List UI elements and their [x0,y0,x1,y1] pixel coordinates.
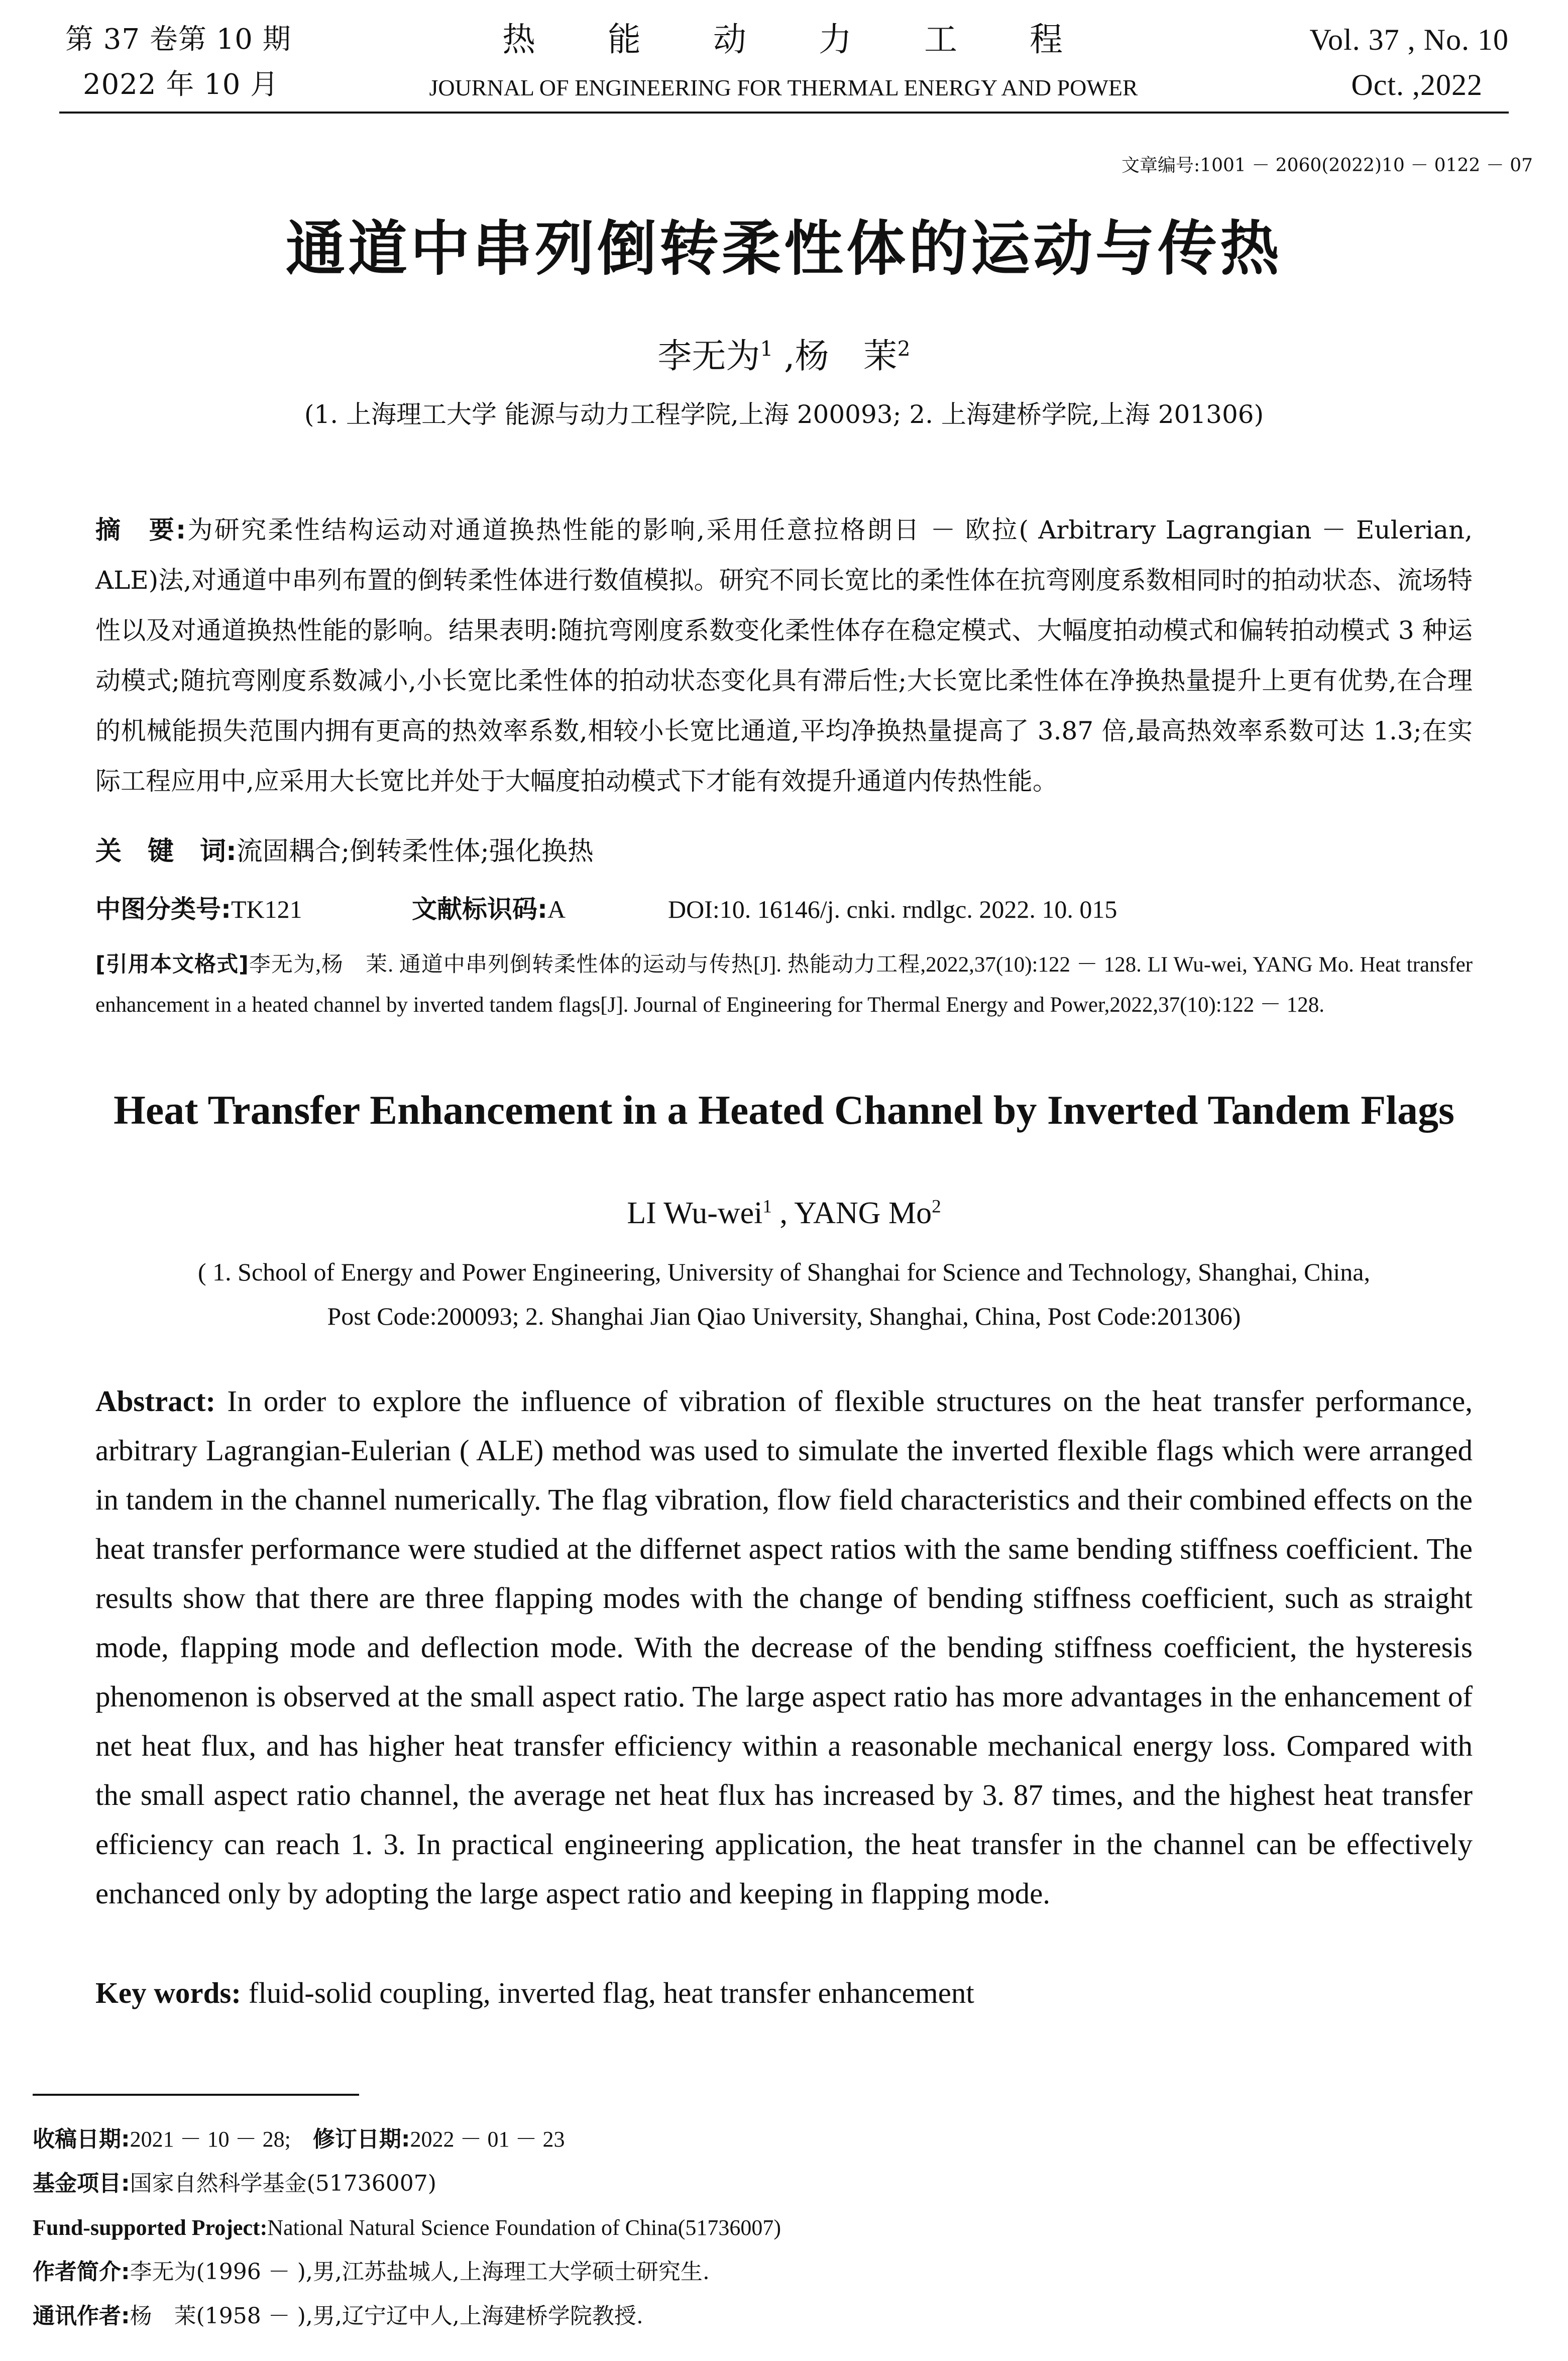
footnote-corresponding-author [33,2294,1539,2338]
author-1-cn: 李无为 [657,337,760,376]
footnotes [33,2117,1539,2338]
authors-cn [0,334,1568,379]
volume-en: Vol. 37 , No. 10 [1309,23,1509,56]
revised-label: 修订日期: [312,2126,410,2152]
footnote-rule [33,2094,359,2096]
article-number: 文章编号:1001 － 2060(2022)10 － 0122 － 07 [1122,155,1533,176]
revised-date: 2022 － 01 － 23 [410,2127,565,2152]
issue-date-cn: 2022 年 10 月 [83,68,279,101]
received-label: 收稿日期: [33,2126,130,2152]
title-en: Heat Transfer Enhancement in a Heated Channel by Inverted Tandem Flags [114,1087,1454,1133]
corresponding-text: 杨 茉(1958 － ),男,辽宁辽中人,上海建桥学院教授. [130,2303,643,2329]
clc-value: TK121 [231,895,302,923]
author-2-en-affil-mark: 2 [932,1196,941,1217]
abstract-en-text: In order to explore the influence of vibration of flexible structures on the heat transfer performance, arbitrary Lagrangian-Eulerian ( ALE) method was used to simulate the inverted flexible flags which were arranged in tandem in the channel numerically. The flag vibration, flow field characteristics and their combined effects on the heat transfer performance were studied at the differnet aspect ratios with the same bending stiffness coefficient. The results show that there are three flapping modes with the change of bending stiffness coefficient, such as straight mode, flapping mode and deflection mode. With the decrease of the bending stiffness coefficient, the hysteresis phenomenon is observed at the small aspect ratio. The large aspect ratio has more advantages in the enhancement of net heat flux, and has higher heat transfer efficiency within a reasonable mechanical energy loss. Compared with the small aspect ratio channel, the average net heat flux has increased by 3. 87 times, and the highest heat transfer efficiency can reach 1. 3. In practical engineering application, the heat transfer in the channel can be effectively enchanced only by adopting the large aspect ratio and keeping in flapping mode. [95,1384,1473,1910]
author-2-affil-mark: 2 [897,337,911,361]
doc-code-field [412,889,668,929]
author-2-en: YANG Mo [794,1196,932,1230]
classification-row [95,889,1473,929]
received-date: 2021 － 10 － 28; [130,2127,291,2152]
footnote-fund-cn [33,2162,1539,2206]
keywords-cn-text: 流固耦合;倒转柔性体;强化换热 [236,836,594,867]
keywords-en-text: fluid-solid coupling, inverted flag, heat transfer enhancement [241,1976,974,2009]
keywords-cn [95,829,1473,874]
affiliations-en-line-2: Post Code:200093; 2. Shanghai Jian Qiao University, Shanghai, China, Post Code:201306) [327,1302,1241,1330]
author-2-cn: 杨 茉 [795,337,898,376]
doc-code-value: A [547,895,566,923]
affiliations-en-line-1: ( 1. School of Energy and Power Engineering, University of Shanghai for Science and Technology, Shanghai, China, [198,1258,1370,1286]
keywords-en [95,1968,1473,2017]
bio-text: 李无为(1996 － ),男,江苏盐城人,上海理工大学硕士研究生. [130,2259,710,2285]
clc-label: 中图分类号: [95,895,231,924]
clc-field [95,889,412,929]
author-1-en: LI Wu-wei [627,1196,763,1230]
fund-label: 基金项目: [33,2171,130,2196]
fund-text: 国家自然科学基金(51736007) [130,2171,436,2196]
footnote-fund-en [33,2206,1539,2250]
abstract-cn [95,505,1473,806]
journal-name-en: JOURNAL OF ENGINEERING FOR THERMAL ENERGY AND POWER [429,75,1138,100]
fund-en-text: National Natural Science Foundation of China(51736007) [267,2215,781,2240]
journal-name-cn: 热 能 动 力 工 程 [502,20,1065,59]
author-1-affil-mark: 1 [760,337,773,361]
doc-code-label: 文献标识码: [412,895,547,924]
abstract-cn-label: 摘 要: [95,515,186,545]
title-cn: 通道中串列倒转柔性体的运动与传热 [285,214,1282,283]
author-separator: , [773,337,795,376]
keywords-en-label: Key words: [95,1976,242,2009]
corresponding-label: 通讯作者: [33,2303,130,2329]
citation-block [95,944,1473,1025]
issue-number-cn: 第 37 卷第 10 期 [65,23,291,56]
footnote-dates [33,2117,1539,2162]
abstract-cn-text: 为研究柔性结构运动对通道换热性能的影响,采用任意拉格朗日 － 欧拉( Arbitrary Lagrangian － Eulerian, ALE)法,对通道中串列布置的倒转柔性体进行数值模拟。研究不同长宽比的柔性体在抗弯刚度系数相同时的拍动状态、流场特性以及对通道换热性能的影响。结果表明:随抗弯刚度系数变化柔性体存在稳定模式、大幅度拍动模式和偏转拍动模式 3 种运动模式;随抗弯刚度系数减小,小长宽比柔性体的拍动状态变化具有滞后性;大长宽比柔性体在净换热量提升上更有优势,在合理的机械能损失范围内拥有更高的热效率系数,相较小长宽比通道,平均净换热量提高了 3.87 倍,最高热效率系数可达 1.3;在实际工程应用中,应采用大长宽比并处于大幅度拍动模式下才能有效提升通道内传热性能。 [95,515,1473,796]
date-en: Oct. ,2022 [1351,68,1483,101]
affiliations-en [0,1250,1568,1338]
authors-en [0,1191,1568,1236]
abstract-en [95,1376,1473,1918]
doi: DOI:10. 16146/j. cnki. rndlgc. 2022. 10. 015 [668,895,1117,923]
bio-label: 作者简介: [33,2259,130,2285]
author-1-en-affil-mark: 1 [762,1196,772,1217]
author-en-separator: , [772,1196,795,1230]
fund-en-label: Fund-supported Project: [33,2215,268,2240]
citation-label: [引用本文格式] [95,952,249,977]
citation-text: 李无为,杨 茉. 通道中串列倒转柔性体的运动与传热[J]. 热能动力工程,2022,37(10):122 － 128. LI Wu-wei, YANG Mo. Heat transfer enhancement in a heated channel by inverted tandem flags[J]. Journal of Engineering for Thermal Energy and Power,2022,37(10):122 － 128. [95,953,1473,1017]
keywords-cn-label: 关 键 词: [95,836,237,867]
abstract-en-label: Abstract: [95,1384,216,1418]
footnote-author-bio [33,2250,1539,2294]
affiliations-cn: (1. 上海理工大学 能源与动力工程学院,上海 200093; 2. 上海建桥学院,上海 201306) [304,400,1264,429]
header-rule [59,112,1509,114]
